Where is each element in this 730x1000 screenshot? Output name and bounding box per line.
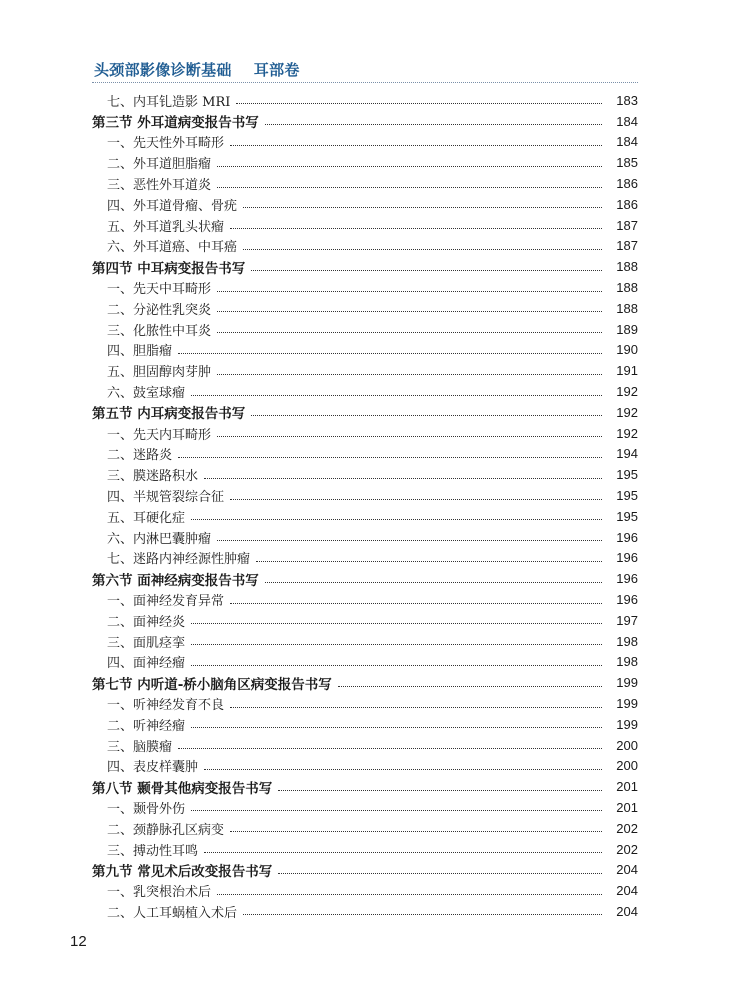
toc-section-row [92, 568, 638, 589]
toc-entry-title: 一、乳突根治术后 [107, 885, 212, 901]
toc-page-number: 188 [616, 259, 638, 275]
toc-entry-row [92, 797, 638, 818]
toc-page-number: 204 [616, 862, 638, 878]
toc-entry-row [92, 693, 638, 714]
dot-leader [278, 789, 602, 791]
toc-entry-row [92, 839, 638, 860]
toc-entry-title: 六、鼓室球瘤 [107, 386, 186, 402]
dot-leader [251, 414, 602, 416]
toc-entry-row [92, 548, 638, 569]
dot-leader [217, 373, 602, 375]
toc-entry-title: 三、搏动性耳鸣 [107, 843, 199, 859]
toc-entry-title: 第八节 颞骨其他病变报告书写 [92, 780, 273, 797]
toc-entry-row [92, 901, 638, 922]
toc-section-row [92, 402, 638, 423]
dot-leader [191, 643, 602, 645]
dot-leader [243, 206, 602, 208]
toc-page-number: 192 [616, 404, 638, 420]
dot-leader [230, 498, 602, 500]
toc-page-number: 192 [616, 425, 638, 441]
toc-page-number: 183 [616, 92, 638, 108]
toc-entry-title: 二、人工耳蜗植入术后 [107, 905, 238, 921]
toc-entry-title: 五、外耳道乳头状瘤 [107, 219, 225, 235]
toc-section-row [92, 111, 638, 132]
toc-entry-row [92, 652, 638, 673]
dot-leader [278, 872, 602, 874]
dot-leader [251, 269, 602, 271]
toc-entry-title: 三、恶性外耳道炎 [107, 178, 212, 194]
dot-leader [265, 581, 602, 583]
running-header: 头颈部影像诊断基础 耳部卷 [94, 61, 300, 79]
toc-entry-row [92, 610, 638, 631]
toc-entry-row [92, 236, 638, 257]
toc-entry-title: 一、面神经发育异常 [107, 594, 225, 610]
toc-page-number: 196 [616, 592, 638, 608]
dot-leader [204, 851, 602, 853]
toc-entry-row [92, 464, 638, 485]
toc-entry-title: 六、外耳道癌、中耳癌 [107, 240, 238, 256]
toc-page-number: 189 [616, 321, 638, 337]
toc-page-number: 198 [616, 633, 638, 649]
toc-page-number: 200 [616, 758, 638, 774]
toc-entry-title: 四、表皮样囊肿 [107, 760, 199, 776]
toc-entry-title: 第六节 面神经病变报告书写 [92, 572, 259, 589]
dot-leader [178, 456, 602, 458]
toc-entry-row [92, 485, 638, 506]
toc-page-number: 192 [616, 384, 638, 400]
dot-leader [217, 165, 602, 167]
toc-entry-row [92, 381, 638, 402]
table-of-contents [92, 90, 638, 922]
dot-leader [191, 809, 602, 811]
toc-entry-title: 第五节 内耳病变报告书写 [92, 406, 246, 423]
toc-page-number: 204 [616, 903, 638, 919]
dot-leader [230, 144, 602, 146]
toc-page-number: 184 [616, 134, 638, 150]
toc-entry-row [92, 506, 638, 527]
toc-section-row [92, 256, 638, 277]
toc-page-number: 195 [616, 467, 638, 483]
dot-leader [191, 518, 602, 520]
toc-page-number: 196 [616, 550, 638, 566]
toc-entry-title: 第七节 内听道-桥小脑角区病变报告书写 [92, 676, 332, 693]
toc-page-number: 201 [616, 779, 638, 795]
dot-leader [204, 477, 602, 479]
toc-entry-row [92, 714, 638, 735]
toc-page-number: 187 [616, 217, 638, 233]
toc-page-number: 190 [616, 342, 638, 358]
toc-entry-row [92, 360, 638, 381]
toc-entry-row [92, 756, 638, 777]
dot-leader [217, 186, 602, 188]
dot-leader [191, 726, 602, 728]
toc-entry-row [92, 277, 638, 298]
toc-page-number: 187 [616, 238, 638, 254]
toc-entry-title: 四、面神经瘤 [107, 656, 186, 672]
dot-leader [217, 310, 602, 312]
toc-entry-row [92, 340, 638, 361]
toc-page-number: 199 [616, 696, 638, 711]
toc-entry-title: 二、听神经瘤 [107, 718, 186, 734]
toc-entry-title: 三、脑膜瘤 [107, 739, 173, 755]
page-number: 12 [70, 933, 87, 950]
toc-page-number: 185 [616, 155, 638, 171]
toc-entry-title: 一、先天中耳畸形 [107, 282, 212, 298]
dot-leader [191, 394, 602, 396]
toc-entry-title: 六、内淋巴囊肿瘤 [107, 531, 212, 547]
toc-page-number: 196 [616, 529, 638, 545]
toc-entry-row [92, 298, 638, 319]
toc-page-number: 191 [616, 363, 638, 379]
dot-leader [265, 123, 602, 125]
toc-page-number: 188 [616, 300, 638, 316]
toc-entry-title: 二、面神经炎 [107, 614, 186, 630]
header-divider [92, 82, 638, 83]
toc-page-number: 199 [616, 716, 638, 732]
dot-leader [230, 602, 602, 604]
toc-page-number: 198 [616, 654, 638, 670]
dot-leader [230, 227, 602, 229]
dot-leader [217, 435, 602, 437]
toc-page-number: 204 [616, 883, 638, 899]
toc-page-number: 196 [616, 571, 638, 587]
dot-leader [230, 830, 602, 832]
toc-page-number: 195 [616, 508, 638, 524]
toc-entry-title: 一、先天性外耳畸形 [107, 136, 225, 152]
toc-page-number: 186 [616, 176, 638, 192]
toc-section-row [92, 776, 638, 797]
dot-leader [338, 685, 602, 687]
toc-page-number: 201 [616, 799, 638, 815]
toc-entry-title: 二、分泌性乳突炎 [107, 302, 212, 318]
toc-entry-row [92, 173, 638, 194]
toc-section-row [92, 672, 638, 693]
toc-page-number: 197 [616, 612, 638, 628]
dot-leader [217, 331, 602, 333]
dot-leader [191, 664, 602, 666]
toc-entry-row [92, 194, 638, 215]
toc-page-number: 200 [616, 737, 638, 753]
toc-entry-title: 二、迷路炎 [107, 448, 173, 464]
dot-leader [217, 290, 602, 292]
dot-leader [243, 248, 602, 250]
toc-entry-title: 五、耳硬化症 [107, 510, 186, 526]
toc-entry-title: 二、颈静脉孔区病变 [107, 822, 225, 838]
toc-entry-title: 第四节 中耳病变报告书写 [92, 260, 246, 277]
toc-entry-row [92, 818, 638, 839]
toc-entry-title: 一、颞骨外伤 [107, 801, 186, 817]
toc-entry-row [92, 423, 638, 444]
toc-entry-title: 三、面肌痉挛 [107, 635, 186, 651]
dot-leader [178, 352, 602, 354]
toc-entry-row [92, 735, 638, 756]
dot-leader [256, 560, 602, 562]
toc-entry-title: 四、半规管裂综合征 [107, 490, 225, 506]
toc-page-number: 188 [616, 280, 638, 296]
dot-leader [243, 913, 602, 915]
toc-entry-title: 四、外耳道骨瘤、骨疣 [107, 198, 238, 214]
dot-leader [191, 622, 602, 624]
toc-entry-title: 三、膜迷路积水 [107, 469, 199, 485]
toc-entry-row [92, 132, 638, 153]
toc-page-number: 194 [616, 446, 638, 462]
dot-leader [217, 539, 602, 541]
toc-entry-title: 四、胆脂瘤 [107, 344, 173, 360]
toc-entry-row [92, 880, 638, 901]
dot-leader [178, 747, 602, 749]
dot-leader [230, 706, 602, 708]
toc-entry-row [92, 589, 638, 610]
toc-entry-row [92, 90, 638, 111]
toc-entry-title: 二、外耳道胆脂瘤 [107, 157, 212, 173]
dot-leader [217, 893, 602, 895]
toc-entry-title: 五、胆固醇肉芽肿 [107, 365, 212, 381]
toc-entry-title: 第九节 常见术后改变报告书写 [92, 863, 273, 880]
toc-entry-row [92, 319, 638, 340]
toc-entry-row [92, 152, 638, 173]
toc-entry-title: 一、先天内耳畸形 [107, 427, 212, 443]
toc-page-number: 184 [616, 113, 638, 129]
toc-page-number: 199 [616, 675, 638, 691]
toc-section-row [92, 859, 638, 880]
dot-leader [204, 768, 602, 770]
toc-entry-title: 一、听神经发育不良 [107, 698, 225, 713]
toc-page-number: 186 [616, 196, 638, 212]
dot-leader [236, 102, 602, 104]
toc-page-number: 195 [616, 488, 638, 504]
toc-entry-title: 七、迷路内神经源性肿瘤 [107, 552, 251, 568]
toc-entry-title: 第三节 外耳道病变报告书写 [92, 115, 259, 132]
toc-entry-row [92, 444, 638, 465]
toc-entry-title: 七、内耳钆造影 MRI [107, 94, 231, 110]
toc-page-number: 202 [616, 820, 638, 836]
toc-entry-row [92, 631, 638, 652]
toc-entry-row [92, 215, 638, 236]
toc-page-number: 202 [616, 841, 638, 857]
toc-entry-title: 三、化脓性中耳炎 [107, 323, 212, 339]
toc-entry-row [92, 527, 638, 548]
